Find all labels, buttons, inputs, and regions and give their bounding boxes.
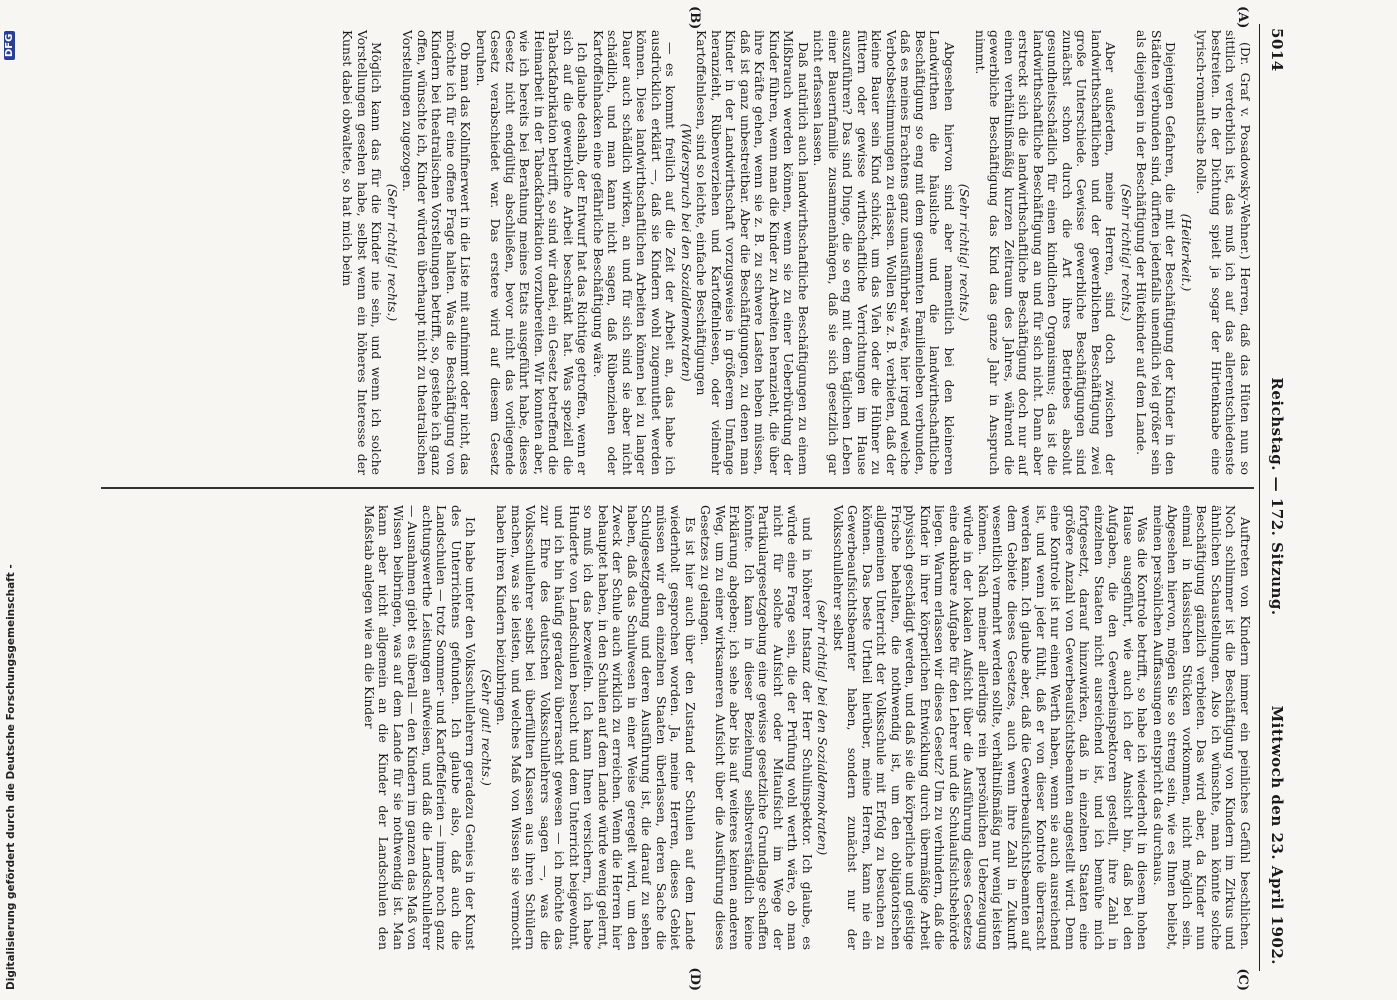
header-title: Reichstag. — 172. Sitzung. bbox=[1268, 377, 1286, 616]
right-column-interjection: (Sehr gut! rechts.) bbox=[479, 669, 494, 786]
credit-text: Digitalisierung gefördert durch die Deutsche Forschungsgemeinschaft - bbox=[5, 564, 17, 990]
header-rule bbox=[1259, 24, 1260, 971]
left-column-paragraph: Ich glaube deshalb, der Entwurf hat das Richtige getroffen, wenn er sich auf die gewerbliche Arbeit beschränkt hat. Was speziell die Tabackfabrikation betrifft, so sind wir dabei, ein Gesetz betreffend die Heimarbeit in der Tabackfabrikation vorzubereiten. Wir konnten aber, wie ich bereits bei Berathung meines Etats ausgeführt habe, dieses Gesetz nicht endgültig abschließen, bevor nicht das vorliegende Gesetz verabschiedet war. Das erstere wird auf diesem Gesetz beruhen. bbox=[474, 30, 591, 475]
right-column-interjection: (sehr richtig! bei den Sozialdemokraten) bbox=[815, 599, 831, 856]
running-header bbox=[1260, 28, 1286, 965]
margin-letter-c: (C) bbox=[1235, 968, 1250, 991]
right-column-paragraph: und in höherer Instanz der Herr Schulinspektor. Ich glaube, es würde eine Frage sein, die der Prüfung wohl werth wäre, ob man nicht für solche Aufsicht oder Mitaufsicht im Wege der Partikulargesetzgebung eine gewisse gesetzliche Grundlage schaffen könnte. Ich kann in dieser Beziehung selbstverständlich keine Erklärung abgeben; ich sehe aber bis auf weiteres keinen anderen Weg, um zu einer wirksameren Aufsicht über die Ausführung dieses Gesetzes zu gelangen. bbox=[698, 505, 815, 950]
margin-letter-a: (A) bbox=[1235, 6, 1250, 29]
rotated-page bbox=[85, 0, 1290, 995]
margin-letter-b: (B) bbox=[687, 6, 702, 30]
left-column-paragraph: (Dr. Graf v. Posadowsky-Wehner.) Herren, daß das Hüten nun so sittlich verderblich ist, das muß ich auf das allerentschiedenste bestreiten. In der Dichtung spielt ja sogar der Hirtenknabe eine lyrisch-romantische Rolle. bbox=[1194, 30, 1253, 475]
margin-letter-d: (D) bbox=[687, 967, 702, 991]
right-column-paragraph: Was die Kontrole betrifft, so habe ich wiederholt in diesem hohen Hause ausgeführt, wie auch ich der Ansicht bin, daß bei den Aufgaben, die den Gewerbeinspektoren gestellt, ihre Zahl in einzelnen Staaten nicht ausreichend ist, und ich bemühe mich fortgesetzt, darauf hinzuwirken, daß in einzelnen Staaten eine größere Anzahl von Gewerbeaufsichtsbeamten angestellt wird. Denn eine Kontrole ist nur einen Werth haben, wenn sie auch ausreichend ist, und wenn jeder fühlt, daß er von dieser Kontrole überrascht werden kann. Ich glaube aber, daß die Gewerbeaufsichtsbeamten auf dem Gebiete dieses Gesetzes, auch wenn ihre Zahl in Zukunft wesentlich vermehrt werden sollte, verhältnißmäßig nur wenig leisten können. Nach meiner allerdings rein persönlichen Ueberzeugung würde in der lokalen Aufsicht über die Ausführung dieses Gesetzes eine dankbare Aufgabe für den Lehrer und die Schulaufsichtsbehörde liegen. Warum erlassen wir dieses Gesetz? Um zu verhindern, daß die Kinder in ihrer körperlichen Entwicklung durch übermäßige Arbeit physisch geschädigt werden, und daß sie die körperliche und geistige Frische behalten, die nothwendig ist, um den obligatorischen allgemeinen Unterricht der Volksschule mit Erfolg zu besuchen zu können. Das beste Urtheil hierüber, meine Herren, kann nie ein Gewerbeaufsichtsbeamter haben, sondern zunächst nur der Volksschullehrer selbst bbox=[831, 505, 1151, 950]
right-column bbox=[361, 505, 1253, 950]
right-column-paragraph: Es ist hier auch über den Zustand der Schulen auf dem Lande wiederholt gesprochen worden. Ja, meine Herren, dieses Gebiet müssen wir den einzelnen Staaten überlassen, deren Sache die Schulgesetzgebung und deren Ausführung ist, die darauf zu sehen haben, daß das Schulwesen in einer Weise geregelt wird, um den Zweck der Schule auch wirklich zu erreichen. Wenn die Herren hier behauptet haben, in den Schulen auf dem Lande würde wenig gelernt, so muß ich das bezweifeln. Ich kann Ihnen versichern, ich habe Hunderte von Landschulen besucht und dem Unterricht beigewohnt, und ich bin häufig geradezu überrascht gewesen — ich möchte das zur Ehre des deutschen Volksschullehrers sagen —, was die Volksschullehrer selbst bei überfüllten Klassen aus ihren Schülern machen, was sie leisten, und welches Maß von Wissen sie vermocht haben ihren Kindern beizubringen. bbox=[494, 505, 698, 950]
left-column-interjection: (Widerspruch bei den Sozialdemokraten) bbox=[679, 123, 694, 382]
column-divider bbox=[101, 487, 1254, 489]
left-column-interjection: (Sehr richtig! rechts.) bbox=[1119, 183, 1134, 322]
left-column-paragraph: Daß natürlich auch landwirthschaftliche Beschäftigungen zu einem Mißbrauch werden können, wenn sie zu einer Ueberbürdung der Kinder führen, wenn man die Kinder zu Arbeiten heranzieht, die über ihre Kräfte gehen, wenn sie z. B. zu schwere Lasten heben müssen, daß ist ganz unbestreitbar. Aber die Beschäftigungen, zu denen man Kinder in der Landwirthschaft vorzugsweise in größerem Umfange heranzieht, Rübenverziehen und Kartoffelnlesen, oder vielmehr Kartoffelnlesen, sind so leichte, einfache Beschäftigungen bbox=[694, 30, 811, 475]
left-column-interjection: (Heiterkeit.) bbox=[1179, 213, 1194, 292]
left-column-interjection: (Sehr richtig! rechts.) bbox=[385, 183, 400, 322]
left-column-paragraph: Möglich kann das für die Kinder nie sein, und wenn ich solche Vorstellungen gesehen habe, selbst wenn ein höheres Interesse der Kunst dabei obwaltete, so hat mich beim bbox=[340, 30, 385, 475]
left-column-interjection: (Sehr richtig! rechts.) bbox=[957, 183, 973, 322]
right-column-paragraph: Auftreten von Kindern immer ein peinliches Gefühl beschlichen. Noch schlimmer ist die Beschäftigung von Kindern im Zirkus und ähnlichen Schaustellungen. Also ich wünschte, man könnte solche Beschäftigung gänzlich verbieten. Das wird aber, da Kinder nun einmal in klassischen Stücken vorkommen, nicht möglich sein. Abgesehen hiervon, mögen Sie so streng sein, wie es Ihnen beliebt, meinen persönlichen Auffassungen entspricht das durchaus. bbox=[1151, 505, 1253, 950]
right-column-paragraph: Ich habe unter den Volksschullehrern geradezu Genies in der Kunst des Unterrichtens gefunden. Ich glaube also, daß auch die Landschulen — trotz Sommer- und Kartoffelferien — immer noch ganz achtungswerthe Leistungen aufweisen, und daß die Landschullehrer — Ausnahmen giebt es überall — den Kindern im ganzen das Maß von Wissen beibringen, was auf dem Lande für sie nothwendig ist. Man kann aber nicht allgemein an die Kinder der Landschulen den Maßstab anlegen wie an die Kinder bbox=[362, 505, 479, 950]
dfg-logo: DFG bbox=[4, 31, 15, 60]
left-column-paragraph: Ob man das Kollnifnerwert in die Liste mit aufnimmt oder nicht, das möchte ich für eine offene Frage halten. Was die Beschäftigung von Kindern bei theatralischen Vorstellungen betrifft, so, gestehe ich ganz offen, wünschte ich, Kinder würden überhaupt nicht zu theatralischen Vorstellungen zugezogen. bbox=[400, 30, 474, 475]
digitization-credit bbox=[1, 0, 21, 1000]
left-column bbox=[339, 30, 1252, 475]
left-column-paragraph: Diejenigen Gefahren, die mit der Beschäftigung der Kinder in den Städten verbunden sind, dürften jedenfalls unendlich viel größer sein als diejenigen in der Beschäftigung der Hütekinder auf dem Lande. bbox=[1134, 30, 1179, 475]
left-column-paragraph: Abgesehen hiervon sind aber namentlich bei den kleineren Landwirthen die häusliche und die landwirthschaftliche Beschäftigung so eng mit dem gesammten Familienleben verbunden, daß es meines Erachtens ganz unausführbar wäre, hier irgend welche Verbotsbestimmungen zu erlassen. Wollen Sie z. B. verbieten, daß der kleine Bauer sein Kind schickt, um das Vieh oder die Hühner zu füttern oder gewisse wirthschaftliche Verrichtungen im Hause auszuführen? Das sind Dinge, die so eng mit dem täglichen Leben einer Bauernfamilie zusammenhängen, daß sie sich gesetzlich gar nicht erfassen lassen. bbox=[811, 30, 957, 475]
header-date: Mittwoch den 23. April 1902. bbox=[1268, 705, 1286, 965]
left-column-paragraph: — es kommt freilich auf die Zeit der Arbeit an, das habe ich ausdrücklich erklärt —, daß sie Kindern wohl zugemuthet werden können. Diese landwirthschaftlichen Arbeiten können bei zu langer Dauer auch schädlich wirken, an und für sich sind sie aber nicht schädlich, und man kann nicht sagen, daß Rübenziehen oder Kartoffelnhacken eine gefährliche Beschäftigung wäre. bbox=[591, 30, 679, 475]
page-number: 5014 bbox=[1268, 28, 1286, 72]
left-column-paragraph: Aber außerdem, meine Herren, sind doch zwischen der landwirthschaftlichen und der gewerblichen Beschäftigung zwei große Unterschiede. Gewisse gewerbliche Beschäftigungen sind zunächst schon durch die Art ihres Betriebes absolut gesundheitsschädlich für einen kindlichen Organismus; das ist die landwirthschaftliche Beschäftigung an und für sich nicht. Dann aber erstreckt sich die landwirthschaftliche Beschäftigung doch nur auf einen verhältnißmäßig kurzen Zeitraum des Jahres, während die gewerbliche Beschäftigung das Kind das ganze Jahr in Anspruch nimmt. bbox=[973, 30, 1119, 475]
